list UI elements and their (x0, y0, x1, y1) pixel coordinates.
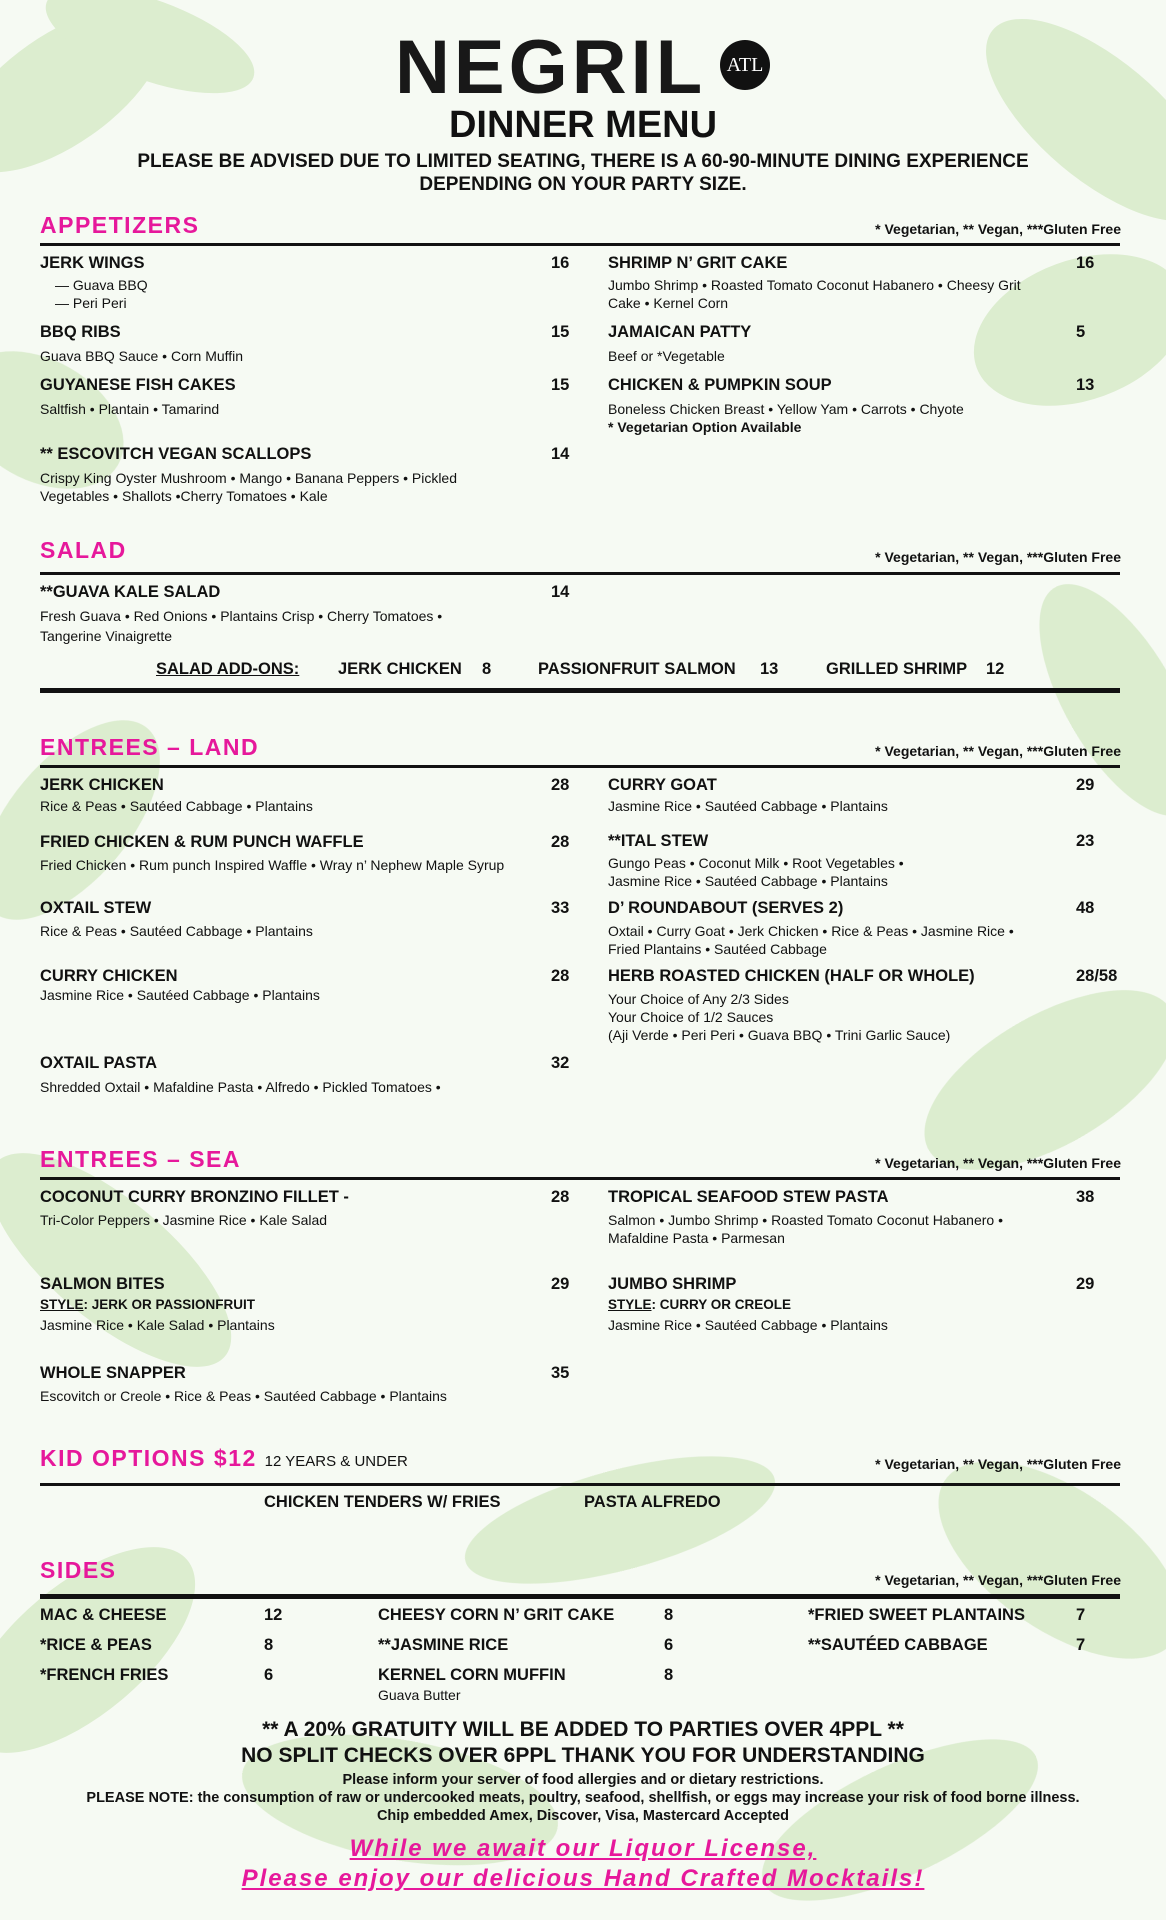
side-item: **SAUTÉED CABBAGE (808, 1636, 988, 1654)
dietary-legend: * Vegetarian, ** Vegan, ***Gluten Free (875, 1456, 1121, 1472)
menu-title: DINNER MENU (448, 104, 718, 146)
item-price: 15 (551, 376, 570, 394)
dietary-legend: * Vegetarian, ** Vegan, ***Gluten Free (875, 743, 1121, 759)
item-price: 16 (1076, 254, 1095, 272)
menu-item: BBQ RIBS Guava BBQ Sauce • Corn Muffin (40, 323, 244, 364)
atl-badge: ATL (720, 40, 770, 90)
addon-price: 8 (482, 660, 492, 678)
item-price: 12 (264, 1606, 283, 1624)
item-price: 35 (551, 1364, 570, 1382)
divider (40, 243, 1120, 246)
item-price: 14 (551, 445, 570, 463)
item-price: 29 (1076, 776, 1095, 794)
item-price: 8 (264, 1636, 274, 1654)
appetizers-title: APPETIZERS (40, 212, 200, 238)
addon-name: GRILLED SHRIMP (826, 660, 968, 678)
mocktails-note: Please enjoy our delicious Hand Crafted Mocktails! (241, 1865, 925, 1892)
divider (40, 765, 1120, 768)
item-price: 28/58 (1076, 967, 1118, 985)
menu-item: WHOLE SNAPPER Escovitch or Creole • Rice & Peas • Sautéed Cabbage • Plantains (40, 1364, 447, 1404)
menu-item: CURRY CHICKEN Jasmine Rice • Sautéed Cabbage • Plantains (40, 967, 320, 1003)
item-price: 15 (551, 323, 570, 341)
item-price: 8 (664, 1606, 674, 1624)
menu-item: OXTAIL STEW Rice & Peas • Sautéed Cabbage • Plantains (40, 899, 313, 939)
item-price: 14 (551, 583, 570, 601)
item-price: 28 (551, 833, 570, 851)
menu-item: GUYANESE FISH CAKES Saltfish • Plantain • Tamarind (40, 376, 236, 417)
menu-item: FRIED CHICKEN & RUM PUNCH WAFFLE Fried Chicken • Rum punch Inspired Waffle • Wray n’ Nephew Maple Syrup (40, 833, 505, 873)
item-price: 28 (551, 776, 570, 794)
kid-options-title: KID OPTIONS $12 12 YEARS & UNDER (40, 1445, 408, 1471)
item-price: 16 (551, 254, 570, 272)
side-item: *FRIED SWEET PLANTAINS (808, 1606, 1025, 1624)
item-price: 7 (1076, 1606, 1086, 1624)
side-item: MAC & CHEESE (40, 1606, 167, 1624)
item-price: 28 (551, 1188, 570, 1206)
item-price: 6 (664, 1636, 674, 1654)
side-item: CHEESY CORN N’ GRIT CAKE (378, 1606, 615, 1624)
salad-addons-label: SALAD ADD-ONS: (156, 660, 300, 678)
divider (40, 572, 1120, 575)
menu-item: JAMAICAN PATTY Beef or *Vegetable (608, 323, 752, 364)
side-item: *RICE & PEAS (40, 1636, 152, 1654)
side-item-desc: Guava Butter (378, 1687, 461, 1703)
negril-logo: NEGRIL (395, 25, 707, 110)
dietary-legend: * Vegetarian, ** Vegan, ***Gluten Free (875, 1572, 1121, 1588)
dietary-legend: * Vegetarian, ** Vegan, ***Gluten Free (875, 549, 1121, 565)
side-item: *FRENCH FRIES (40, 1666, 169, 1684)
kid-item: PASTA ALFREDO (584, 1493, 721, 1511)
gratuity-notice: ** A 20% GRATUITY WILL BE ADDED TO PARTIES OVER 4PPL ** (262, 1718, 904, 1741)
split-check-notice: NO SPLIT CHECKS OVER 6PPL THANK YOU FOR UNDERSTANDING (241, 1744, 925, 1767)
menu-item: JUMBO SHRIMP STYLE: CURRY OR CREOLE Jasmine Rice • Sautéed Cabbage • Plantains (608, 1275, 888, 1333)
menu-item: COCONUT CURRY BRONZINO FILLET - Tri-Color Peppers • Jasmine Rice • Kale Salad (40, 1188, 349, 1228)
menu-item: SHRIMP N’ GRIT CAKE Jumbo Shrimp • Roasted Tomato Coconut Habanero • Cheesy Grit Cake • Kernel Corn (608, 254, 1021, 311)
divider (40, 1483, 1120, 1486)
salad-title: SALAD (40, 537, 127, 563)
addon-name: JERK CHICKEN (338, 660, 462, 678)
item-price: 48 (1076, 899, 1095, 917)
addon-price: 12 (986, 660, 1005, 678)
liquor-license-note: While we await our Liquor License, (349, 1835, 817, 1862)
entrees-land-title: ENTREES – LAND (40, 734, 260, 760)
dietary-legend: * Vegetarian, ** Vegan, ***Gluten Free (875, 1155, 1121, 1171)
dietary-legend: * Vegetarian, ** Vegan, ***Gluten Free (875, 221, 1121, 237)
item-price: 28 (551, 967, 570, 985)
menu-item: CHICKEN & PUMPKIN SOUP Boneless Chicken Breast • Yellow Yam • Carrots • Chyote * Vegetarian Option Available (608, 376, 964, 435)
item-price: 32 (551, 1054, 570, 1072)
item-price: 6 (264, 1666, 274, 1684)
divider (40, 1594, 1120, 1599)
addon-price: 13 (760, 660, 779, 678)
kid-age-note: 12 YEARS & UNDER (264, 1453, 408, 1470)
menu-item: TROPICAL SEAFOOD STEW PASTA Salmon • Jumbo Shrimp • Roasted Tomato Coconut Habanero • Mafaldine Pasta • Parmesan (608, 1188, 1003, 1246)
payment-notice: Chip embedded Amex, Discover, Visa, Mastercard Accepted (376, 1808, 790, 1824)
menu-item: ** ESCOVITCH VEGAN SCALLOPS Crispy King Oyster Mushroom • Mango • Banana Peppers • Pickled Vegetables • Shallots •Cherry Tomatoes • Kale (40, 445, 457, 504)
menu-item: JERK WINGS — Guava BBQ — Peri Peri (40, 254, 148, 311)
divider (40, 688, 1120, 693)
item-price: 7 (1076, 1636, 1086, 1654)
menu-item: **GUAVA KALE SALAD Fresh Guava • Red Onions • Plantains Crisp • Cherry Tomatoes • Tangerine Vinaigrette (40, 583, 443, 644)
item-price: 23 (1076, 832, 1095, 850)
menu-item: SALMON BITES STYLE: JERK OR PASSIONFRUIT Jasmine Rice • Kale Salad • Plantains (40, 1275, 275, 1333)
item-price: 13 (1076, 376, 1095, 394)
menu-item: CURRY GOAT Jasmine Rice • Sautéed Cabbage • Plantains (608, 776, 888, 814)
sides-title: SIDES (40, 1557, 117, 1583)
menu-item: D’ ROUNDABOUT (SERVES 2) Oxtail • Curry Goat • Jerk Chicken • Rice & Peas • Jasmine Rice • Fried Plantains • Sautéed Cabbage (608, 899, 1014, 957)
menu-item: OXTAIL PASTA Shredded Oxtail • Mafaldine Pasta • Alfredo • Pickled Tomatoes • (40, 1054, 441, 1095)
menu-item: **ITAL STEW Gungo Peas • Coconut Milk • Root Vegetables • Jasmine Rice • Sautéed Cabbage • Plantains (608, 832, 904, 889)
item-price: 8 (664, 1666, 674, 1684)
menu-item: HERB ROASTED CHICKEN (HALF OR WHOLE) Your Choice of Any 2/3 Sides Your Choice of 1/2 Sauces (Aji Verde • Peri Peri • Guava BBQ • Trini Garlic Sauce) (608, 967, 975, 1043)
divider (40, 1177, 1120, 1180)
item-price: 38 (1076, 1188, 1095, 1206)
addon-name: PASSIONFRUIT SALMON (538, 660, 736, 678)
item-price: 5 (1076, 323, 1086, 341)
entrees-sea-title: ENTREES – SEA (40, 1146, 241, 1172)
side-item: **JASMINE RICE (378, 1636, 509, 1654)
item-price: 33 (551, 899, 570, 917)
seating-notice: PLEASE BE ADVISED DUE TO LIMITED SEATING, THERE IS A 60-90-MINUTE DINING EXPERIENCE DEPENDING ON YOUR PARTY SIZE. (137, 151, 1029, 195)
allergy-notice: Please inform your server of food allergies and or dietary restrictions. (342, 1772, 824, 1788)
food-safety-warning: PLEASE NOTE: the consumption of raw or undercooked meats, poultry, seafood, shellfish, or eggs may increase your risk of food borne illness. (86, 1790, 1080, 1806)
item-price: 29 (1076, 1275, 1095, 1293)
side-item: KERNEL CORN MUFFIN (378, 1666, 566, 1684)
item-price: 29 (551, 1275, 570, 1293)
kid-item: CHICKEN TENDERS W/ FRIES (264, 1493, 501, 1511)
menu-item: JERK CHICKEN Rice & Peas • Sautéed Cabbage • Plantains (40, 776, 313, 814)
